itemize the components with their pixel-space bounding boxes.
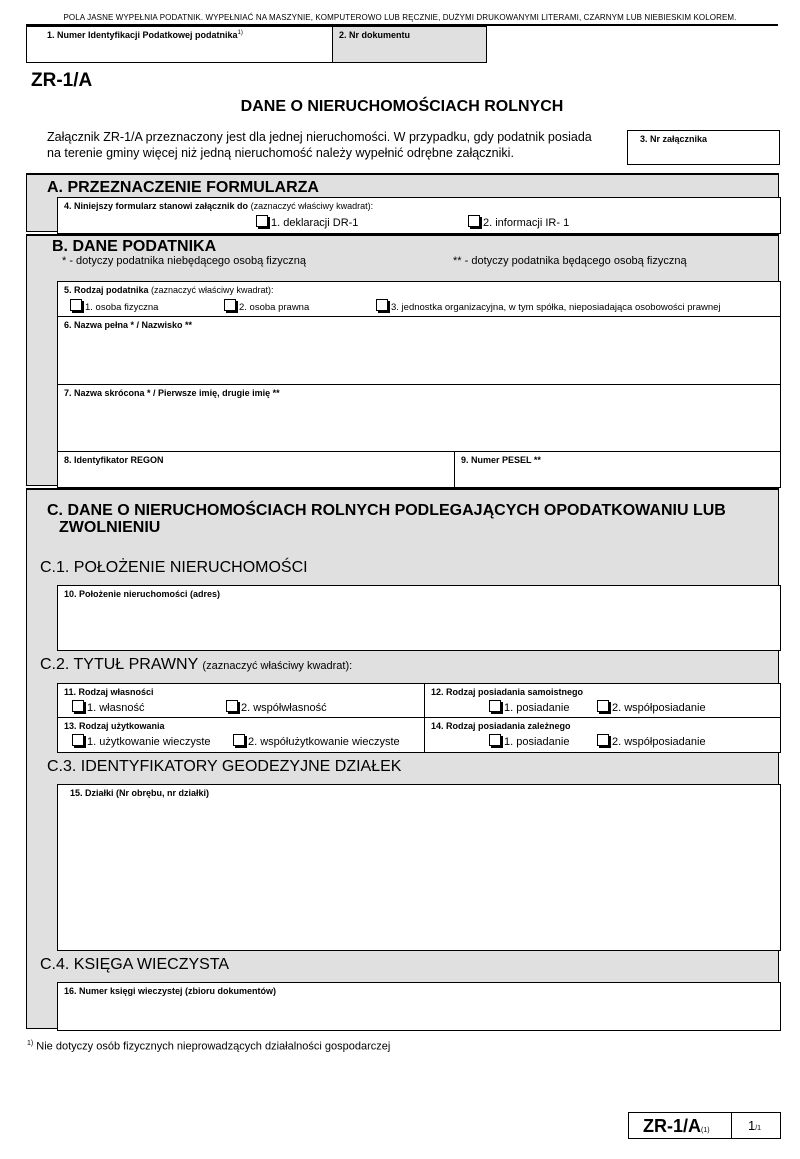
- fill-instruction: POLA JASNE WYPEŁNIA PODATNIK. WYPEŁNIAĆ NA MASZYNIE, KOMPUTEROWO LUB RĘCZNIE, DUŻYMI DRUKOWANYMI LITERAMI, CZARNYM LUB NIEBIESKIM KOLOREM.: [63, 13, 737, 22]
- option-natural-person-label: 1. osoba fizyczna: [85, 302, 159, 313]
- field-4: [57, 197, 781, 234]
- field-13-label: 13. Rodzaj użytkowania: [64, 721, 165, 731]
- section-c-title-line2: ZWOLNIENIU: [59, 519, 161, 536]
- property-location-label: 10. Położenie nieruchomości (adres): [64, 589, 221, 599]
- option-natural-person[interactable]: [70, 299, 158, 313]
- checkbox-dependent-co-possession[interactable]: [597, 734, 609, 746]
- section-a: [26, 173, 779, 232]
- option-co-possession[interactable]: [597, 700, 706, 714]
- option-dr1[interactable]: [256, 215, 358, 229]
- checkbox-co-ownership[interactable]: [226, 700, 238, 712]
- field-11: [57, 683, 427, 720]
- option-possession[interactable]: [489, 700, 569, 714]
- checkbox-co-possession[interactable]: [597, 700, 609, 712]
- property-location-field[interactable]: [57, 585, 781, 651]
- attachment-number-field[interactable]: [627, 130, 780, 165]
- regon-label: 8. Identyfikator REGON: [64, 455, 164, 465]
- field-14: [424, 717, 781, 753]
- form-code: ZR-1/A: [31, 70, 93, 91]
- checkbox-perpetual-usufruct[interactable]: [72, 734, 84, 746]
- full-name-field[interactable]: [57, 316, 781, 387]
- option-co-possession-label: 2. współposiadanie: [612, 702, 706, 714]
- option-joint-perpetual-usufruct-label: 2. współużytkowanie wieczyste: [248, 736, 400, 748]
- footnote-text: Nie dotyczy osób fizycznych nieprowadzących działalności gospodarczej: [36, 1040, 391, 1053]
- option-dependent-co-possession-label: 2. współposiadanie: [612, 736, 706, 748]
- page-total: /1: [755, 1125, 762, 1132]
- land-register-field[interactable]: [57, 982, 781, 1031]
- section-c4-title: C.4. KSIĘGA WIECZYSTA: [40, 956, 230, 973]
- field-5: [57, 281, 781, 319]
- section-c1-title: C.1. POŁOŻENIE NIERUCHOMOŚCI: [40, 559, 308, 576]
- option-perpetual-usufruct[interactable]: [72, 734, 211, 748]
- section-a-title: A. PRZEZNACZENIE FORMULARZA: [47, 179, 319, 196]
- natural-person-note: ** - dotyczy podatnika będącego osobą fizyczną: [453, 255, 687, 267]
- field-4-label: 4. Niniejszy formularz stanowi załącznik do: [64, 201, 249, 211]
- checkbox-organizational-unit[interactable]: [376, 299, 388, 311]
- footer-code: ZR-1/A: [643, 1116, 701, 1136]
- document-number-field: [332, 26, 487, 63]
- checkbox-natural-person[interactable]: [70, 299, 82, 311]
- full-name-label: 6. Nazwa pełna * / Nazwisko **: [64, 320, 193, 330]
- option-dr1-label: 1. deklaracji DR-1: [271, 217, 359, 229]
- section-b: [26, 234, 779, 486]
- field-14-label: 14. Rodzaj posiadania zależnego: [431, 721, 571, 731]
- intro-text-line2: na terenie gminy więcej niż jedną nieruchomość należy wypełnić odrębne załączniki.: [47, 146, 514, 160]
- regon-field[interactable]: [57, 451, 457, 488]
- option-ownership-label: 1. własność: [87, 702, 145, 714]
- section-c-title-line1: C. DANE O NIERUCHOMOŚCIACH ROLNYCH PODLEGAJĄCYCH OPODATKOWANIU LUB: [47, 502, 726, 519]
- document-number-label: 2. Nr dokumentu: [339, 30, 411, 40]
- field-5-label: 5. Rodzaj podatnika: [64, 285, 149, 295]
- legal-person-note: * - dotyczy podatnika niebędącego osobą fizyczną: [62, 255, 306, 267]
- field-11-label: 11. Rodzaj własności: [64, 687, 154, 697]
- section-c: [26, 488, 779, 1029]
- checkbox-ownership[interactable]: [72, 700, 84, 712]
- option-dependent-possession-label: 1. posiadanie: [504, 736, 570, 748]
- plots-field[interactable]: [57, 784, 781, 951]
- checkbox-dependent-possession[interactable]: [489, 734, 501, 746]
- short-name-field[interactable]: [57, 384, 781, 454]
- option-ir1[interactable]: [468, 215, 569, 229]
- footer-form-code: [628, 1112, 732, 1139]
- field-13: [57, 717, 427, 753]
- attachment-number-label: 3. Nr załącznika: [640, 134, 708, 144]
- pesel-label: 9. Numer PESEL **: [461, 455, 541, 465]
- pesel-field[interactable]: [454, 451, 781, 488]
- footnote-number: 1): [27, 1040, 34, 1047]
- option-possession-label: 1. posiadanie: [504, 702, 570, 714]
- checkbox-legal-person[interactable]: [224, 299, 236, 311]
- option-perpetual-usufruct-label: 1. użytkowanie wieczyste: [87, 736, 211, 748]
- option-dependent-possession[interactable]: [489, 734, 569, 748]
- page-number: 1: [748, 1118, 756, 1133]
- field-5-hint: (zaznaczyć właściwy kwadrat):: [151, 285, 274, 295]
- checkbox-joint-perpetual-usufruct[interactable]: [233, 734, 245, 746]
- option-ir1-label: 2. informacji IR- 1: [483, 217, 570, 229]
- nip-field[interactable]: [26, 26, 333, 63]
- intro-text-line1: Załącznik ZR-1/A przeznaczony jest dla jednej nieruchomości. W przypadku, gdy podatnik posiada: [47, 130, 592, 144]
- short-name-label: 7. Nazwa skrócona * / Pierwsze imię, drugie imię **: [64, 388, 280, 398]
- nip-label: 1. Numer Identyfikacji Podatkowej podatnika: [47, 30, 238, 40]
- option-ownership[interactable]: [72, 700, 144, 714]
- field-12: [424, 683, 781, 720]
- footer-code-sub: (1): [701, 1127, 710, 1134]
- option-co-ownership-label: 2. współwłasność: [241, 702, 327, 714]
- option-legal-person[interactable]: [224, 299, 309, 313]
- footer-page-number: [731, 1112, 781, 1139]
- option-dependent-co-possession[interactable]: [597, 734, 706, 748]
- nip-footnote-ref: 1): [237, 30, 243, 36]
- option-co-ownership[interactable]: [226, 700, 327, 714]
- checkbox-dr1[interactable]: [256, 215, 268, 227]
- field-12-label: 12. Rodzaj posiadania samoistnego: [431, 687, 584, 697]
- checkbox-possession[interactable]: [489, 700, 501, 712]
- section-c2-hint: (zaznaczyć właściwy kwadrat):: [202, 660, 353, 672]
- footnote: [27, 1040, 390, 1053]
- section-b-title: B. DANE PODATNIKA: [52, 238, 217, 255]
- option-joint-perpetual-usufruct[interactable]: [233, 734, 400, 748]
- land-register-label: 16. Numer księgi wieczystej (zbioru dokumentów): [64, 986, 277, 996]
- section-c3-title: C.3. IDENTYFIKATORY GEODEZYJNE DZIAŁEK: [47, 758, 402, 775]
- plots-label: 15. Działki (Nr obrębu, nr działki): [70, 788, 210, 798]
- field-4-hint: (zaznaczyć właściwy kwadrat):: [250, 201, 374, 211]
- option-organizational-unit[interactable]: [376, 299, 721, 313]
- option-organizational-unit-label: 3. jednostka organizacyjna, w tym spółka, nieposiadająca osobowości prawnej: [391, 302, 721, 313]
- checkbox-ir1[interactable]: [468, 215, 480, 227]
- option-legal-person-label: 2. osoba prawna: [239, 302, 310, 313]
- section-c2-title: C.2. TYTUŁ PRAWNY (zaznaczyć właściwy kwadrat):: [40, 656, 353, 673]
- page-title: DANE O NIERUCHOMOŚCIACH ROLNYCH: [240, 98, 564, 115]
